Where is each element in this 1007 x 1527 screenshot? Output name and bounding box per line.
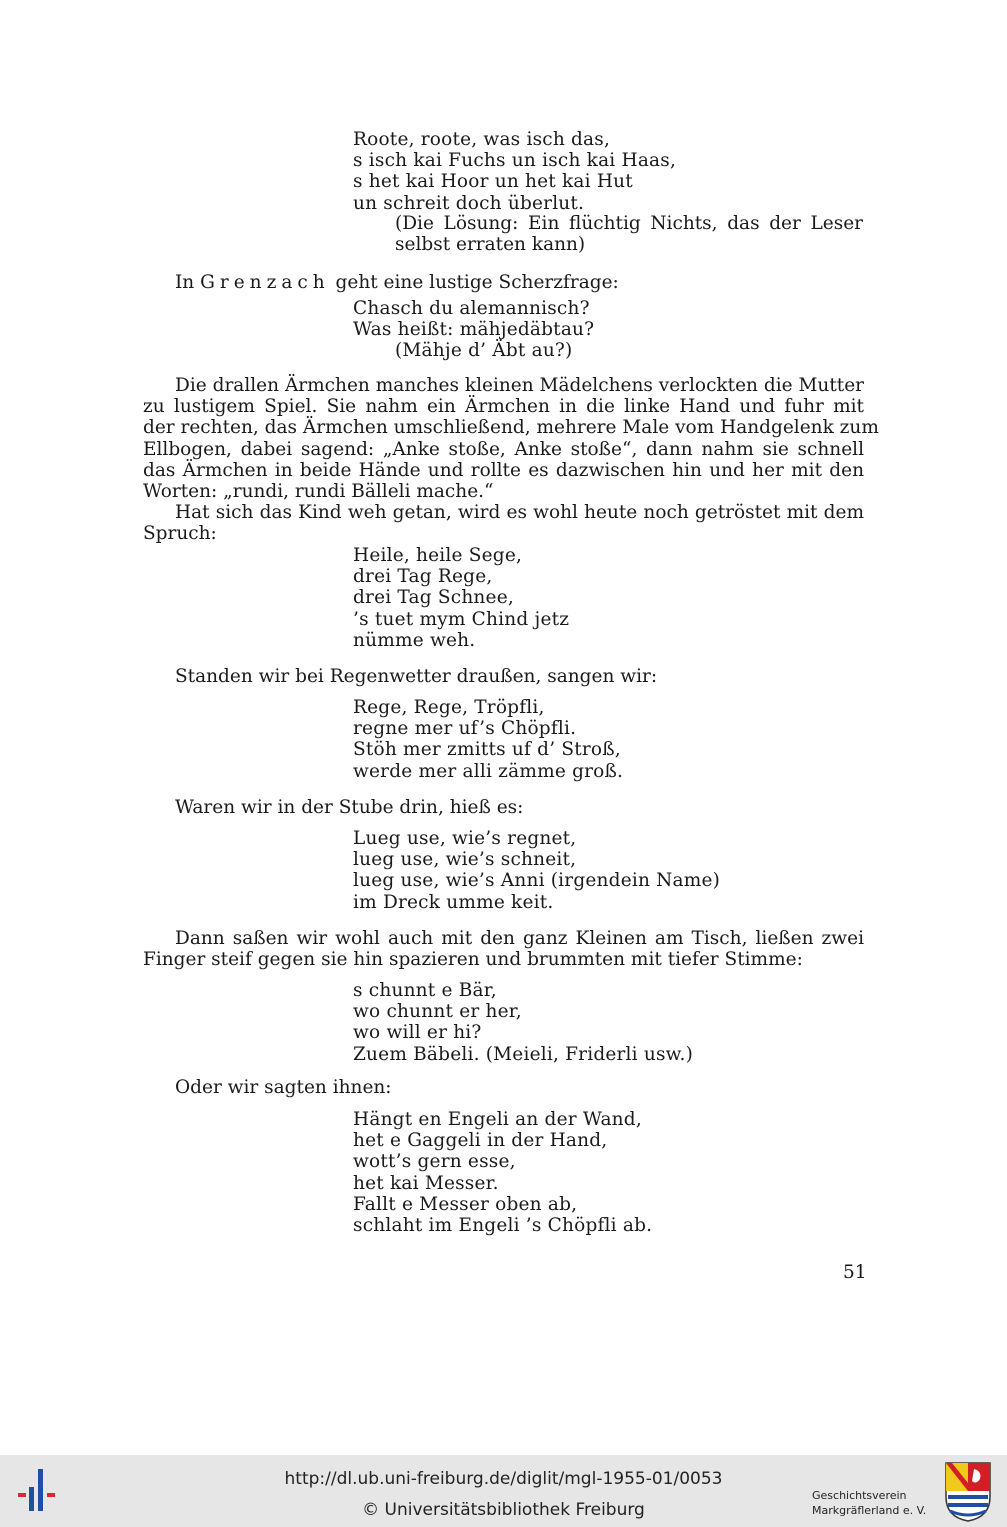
footer-bar <box>0 1455 1007 1527</box>
engeli-verse <box>353 1109 652 1236</box>
verse-line: regne mer uf’s Chöpfli. <box>353 718 577 740</box>
paragraph-line: Finger steif gegen sie hin spazieren und brummten mit tiefer Stimme: <box>143 949 803 971</box>
verse-line: Heile, heile Sege, <box>353 545 523 566</box>
verse-line: wo will er hi? <box>353 1022 482 1044</box>
page-number: 51 <box>843 1262 867 1283</box>
intro-prefix: In <box>175 272 201 293</box>
verse-line: Rege, Rege, Tröpfli, <box>353 697 545 718</box>
heile-verse <box>353 545 569 651</box>
verse-line: Hängt en Engeli an der Wand, <box>353 1109 642 1130</box>
paragraph-line: Dann saßen wir wohl auch mit den ganz Kleinen am Tisch, ließen zwei <box>175 928 864 949</box>
verse-line: Zuem Bäbeli. (Meieli, Friderli usw.) <box>353 1043 694 1065</box>
verse-line: Lueg use, wie’s regnet, <box>353 828 577 849</box>
verse-line: ’s tuet mym Chind jetz <box>353 608 570 630</box>
verse-line: wo chunnt er her, <box>353 1001 522 1023</box>
scherzfrage-verse <box>353 298 594 340</box>
verse-line: wott’s gern esse, <box>353 1151 516 1173</box>
verse-line: drei Tag Rege, <box>353 566 493 588</box>
verse-line: lueg use, wie’s Anni (irgendein Name) <box>353 870 721 892</box>
verse-line: het e Gaggeli in der Hand, <box>353 1130 608 1152</box>
rege-verse <box>353 697 623 782</box>
grenzach-intro <box>175 272 619 293</box>
verse-line: lueg use, wie’s schneit, <box>353 849 577 871</box>
org-line: Geschichtsverein <box>812 1489 907 1502</box>
verse-line: drei Tag Schnee, <box>353 587 514 609</box>
verse-line: Was heißt: mähjedäbtau? <box>353 319 595 341</box>
lueg-verse <box>353 828 720 913</box>
intro-suffix: geht eine lustige Scherzfrage: <box>329 272 619 293</box>
verse-line: im Dreck umme keit. <box>353 891 554 913</box>
verse-line: s isch kai Fuchs un isch kai Haas, <box>353 150 677 172</box>
verse-line: het kai Messer. <box>353 1172 499 1194</box>
paragraph-armchen <box>143 375 879 545</box>
place-name: Grenzach <box>200 272 330 293</box>
org-line: Markgräflerland e. V. <box>812 1504 927 1517</box>
baer-verse <box>353 980 693 1065</box>
verse-line: s chunnt e Bär, <box>353 980 497 1001</box>
verse-line: werde mer alli zämme groß. <box>353 760 624 782</box>
paragraph-line: Ellbogen, dabei sagend: „Anke stoße, Anke stoße“, dann nahm sie schnell <box>143 438 864 460</box>
verse-line: Fallt e Messer oben ab, <box>353 1193 578 1215</box>
verse-line: un schreit doch überlut. <box>353 192 585 214</box>
copyright-text: © Universitätsbibliothek Freiburg <box>362 1500 645 1520</box>
paragraph-line: Worten: „rundi, rundi Bälleli mache.“ <box>143 481 494 503</box>
document-url-link[interactable]: http://dl.ub.uni-freiburg.de/diglit/mgl-1955-01/0053 <box>284 1469 723 1489</box>
paragraph-line: Die drallen Ärmchen manches kleinen Mädelchens verlockten die Mutter <box>175 375 864 396</box>
verse-line: schlaht im Engeli ’s Chöpfli ab. <box>353 1215 653 1237</box>
scherzfrage-answer: (Mähje d’ Äbt au?) <box>395 340 573 361</box>
paragraph-line: zu lustigem Spiel. Sie nahm ein Ärmchen in die linke Hand und fuhr mit <box>143 396 864 418</box>
paragraph-tisch <box>143 928 864 970</box>
paragraph-line: der rechten, das Ärmchen umschließend, mehrere Male vom Handgelenk zum <box>143 417 879 439</box>
oder-line: Oder wir sagten ihnen: <box>175 1077 392 1098</box>
riddle-note: (Die Lösung: Ein flüchtig Nichts, das der Leser selbst erraten kann) <box>395 213 863 256</box>
stube-line: Waren wir in der Stube drin, hieß es: <box>175 797 524 818</box>
paragraph-line: Spruch: <box>143 523 217 545</box>
verse-line: s het kai Hoor un het kai Hut <box>353 171 633 193</box>
verse-line: nümme weh. <box>353 629 476 651</box>
regenwetter-line: Standen wir bei Regenwetter draußen, sangen wir: <box>175 666 658 687</box>
coat-of-arms-icon <box>944 1461 992 1523</box>
organization-name <box>812 1488 926 1518</box>
verse-line: Stöh mer zmitts uf d’ Stroß, <box>353 739 621 761</box>
riddle-verse <box>353 129 676 214</box>
verse-line: Chasch du alemannisch? <box>353 298 590 319</box>
paragraph-line: das Ärmchen in beide Hände und rollte es dazwischen hin und her mit den <box>143 459 864 481</box>
verse-line: Roote, roote, was isch das, <box>353 129 611 150</box>
paragraph-line: Hat sich das Kind weh getan, wird es wohl heute noch getröstet mit dem <box>175 502 864 524</box>
